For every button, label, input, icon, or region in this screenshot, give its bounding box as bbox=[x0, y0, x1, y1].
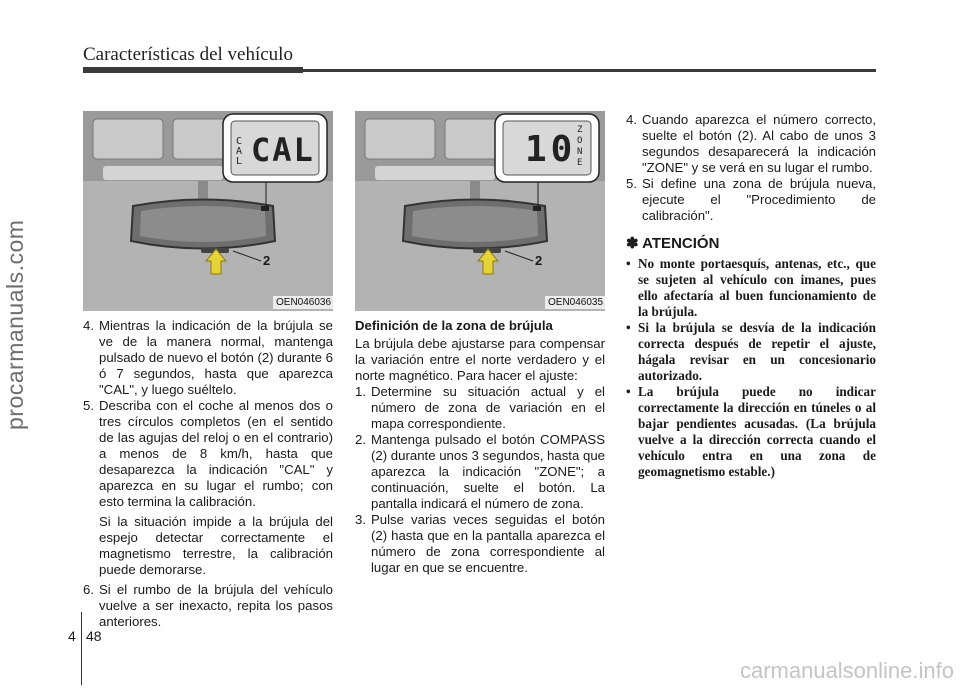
display-readout: CAL bbox=[251, 131, 315, 169]
list-item-text: Si define una zona de brújula nueva, ejecute el "Procedimiento de calibración". bbox=[642, 176, 876, 223]
watermark-left: procarmanuals.com bbox=[2, 219, 28, 430]
page-number: 48 bbox=[86, 628, 102, 644]
column-left bbox=[83, 318, 333, 630]
list-item-text: Cuando aparezca el número correcto, suelte el botón (2). Al cabo de unos 3 segundos desaparecerá la indicación "ZONE" y se verá en su lugar el rumbo. bbox=[642, 112, 876, 175]
list-item-number: 2. bbox=[355, 432, 366, 447]
list-item bbox=[355, 384, 605, 432]
attention-bullet bbox=[626, 320, 876, 384]
section-heading: Definición de la zona de brújula bbox=[355, 318, 553, 333]
list-item bbox=[83, 318, 333, 398]
display-readout: 10 bbox=[525, 129, 577, 170]
list-item-number: 4. bbox=[626, 112, 637, 127]
bullet-dot: • bbox=[626, 256, 631, 271]
list-item bbox=[83, 398, 333, 510]
list-item-text: Pulse varias veces seguidas el botón (2) hasta que en la pantalla aparezca el número de zona correspondiente al lugar en que se encuentre. bbox=[371, 512, 605, 575]
list-item bbox=[83, 582, 333, 630]
watermark-bottom: carmanualsonline.info bbox=[739, 658, 954, 683]
display-side-label: ZONE bbox=[577, 125, 583, 168]
figure-mirror-zone bbox=[355, 111, 605, 311]
attention-heading: ✽ ATENCIÓN bbox=[626, 235, 720, 252]
calibration-note: Si la situación impide a la brújula del espejo detectar correctamente el magnetismo terrestre, la calibración puede demorarse. bbox=[99, 514, 333, 577]
list-item-number: 6. bbox=[83, 582, 94, 597]
list-item-text: Determine su situación actual y el número de zona de variación en el mapa correspondiente. bbox=[371, 384, 605, 431]
list-item-text: Si el rumbo de la brújula del vehículo vuelve a ser inexacto, repita los pasos anteriores. bbox=[99, 582, 333, 629]
figure-code: OEN046036 bbox=[273, 296, 333, 309]
callout-number: 2 bbox=[535, 253, 543, 268]
display-side-label: C A L bbox=[236, 136, 243, 167]
bullet-dot: • bbox=[626, 320, 631, 335]
bullet-text: La brújula puede no indicar correctamente la dirección en túneles o al bajar pendientes acusadas. (La brújula vuelve a la dirección correcta cuando el vehículo entra en una zona de geomagnetismo estable.) bbox=[638, 384, 876, 479]
bullet-text: Si la brújula se desvía de la indicación correcta después de repetir el ajuste, hágala revisar en un concesionario autorizado. bbox=[638, 320, 876, 383]
list-item-text: Describa con el coche al menos dos o tres círculos completos (en el sentido de las agujas del reloj o en el contrario) a menos de 8 km/h, hasta que desaparezca la indicación "CAL" y aparezca en su lugar el rumbo; con esto termina la calibración. bbox=[99, 398, 333, 509]
attention-bullet bbox=[626, 256, 876, 320]
attention-bullet bbox=[626, 384, 876, 480]
list-item bbox=[626, 112, 876, 176]
list-item bbox=[626, 176, 876, 224]
list-item bbox=[355, 432, 605, 512]
list-item-number: 3. bbox=[355, 512, 366, 527]
chapter-number: 4 bbox=[68, 628, 76, 644]
callout-number: 2 bbox=[263, 253, 271, 268]
page-header-title: Características del vehículo bbox=[83, 44, 293, 65]
list-item-number: 5. bbox=[83, 398, 94, 413]
figure-mirror-cal bbox=[83, 111, 333, 311]
bullet-text: No monte portaesquís, antenas, etc., que se sujeten al vehículo con imanes, pues ello afectaría al buen funcionamiento de la brújula. bbox=[638, 256, 876, 319]
list-item-number: 5. bbox=[626, 176, 637, 191]
header-rule-accent bbox=[83, 67, 303, 73]
footer-divider bbox=[81, 612, 82, 685]
bullet-dot: • bbox=[626, 384, 631, 399]
list-item-text: Mantenga pulsado el botón COMPASS (2) durante unos 3 segundos, hasta que aparezca la indicación "ZONE"; a continuación, suelte el botón. La pantalla indicará el número de zona. bbox=[371, 432, 605, 511]
column-right bbox=[626, 112, 876, 480]
list-item-number: 1. bbox=[355, 384, 366, 399]
figure-code: OEN046035 bbox=[545, 296, 605, 309]
list-item-number: 4. bbox=[83, 318, 94, 333]
list-item-text: Mientras la indicación de la brújula se ve de la manera normal, mantenga pulsado de nuevo el botón (2) durante 6 ó 7 segundos, hasta que aparezca "CAL", y luego suéltelo. bbox=[99, 318, 333, 397]
section-intro: La brújula debe ajustarse para compensar la variación entre el norte verdadero y el norte magnético. Para hacer el ajuste: bbox=[355, 336, 605, 383]
list-item bbox=[355, 512, 605, 576]
column-middle bbox=[355, 318, 605, 576]
